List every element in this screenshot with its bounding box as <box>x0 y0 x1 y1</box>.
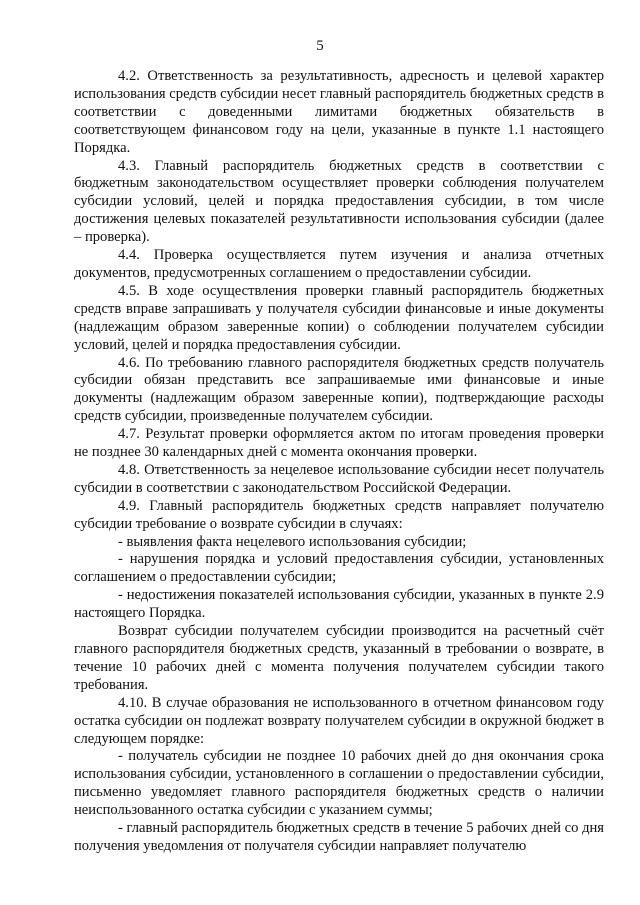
list-item: - выявления факта нецелевого использования субсидии; <box>118 533 467 550</box>
paragraph-4-7: 4.7. Результат проверки оформляется актом по итогам проведения проверки не позднее 30 календарных дней с момента окончания проверки. <box>74 426 604 461</box>
paragraph-4-5: 4.5. В ходе осуществления проверки главный распорядитель бюджетных средств вправе запрашивать у получателя субсидии финансовые и иные документы (надлежащим образом заверенные копии) о соблюдении получателем субсидии условий, целей и порядка предоставления субсидии. <box>74 282 604 353</box>
list-item: - получатель субсидии не позднее 10 рабочих дней до дня окончания срока использования субсидии, установленного в соглашении о предоставлении субсидии, письменно уведомляет главного распорядителя бюджетных средств о наличии неиспользованного остатка субсидии с указанием суммы; <box>74 748 604 819</box>
paragraph-4-9: 4.9. Главный распорядитель бюджетных средств направляет получателю субсидии требование о возврате субсидии в случаях: <box>74 497 604 532</box>
paragraph-4-3: 4.3. Главный распорядитель бюджетных средств в соответствии с бюджетным законодательством осуществляет проверки соблюдения получателем субсидии условий, целей и порядка предоставления субсидии, в том числе достижения целевых показателей результативности использования субсидии (далее – проверка). <box>74 157 604 246</box>
paragraph-4-10: 4.10. В случае образования не использованного в отчетном финансовом году остатка субсидии он подлежат возврату получателем субсидии в окружной бюджет в следующем порядке: <box>74 694 604 747</box>
document-body <box>74 68 604 856</box>
page-number: 5 <box>316 38 324 54</box>
list-item: - главный распорядитель бюджетных средств в течение 5 рабочих дней со дня получения уведомления от получателя субсидии направляет получателю <box>74 820 605 854</box>
paragraph-refund: Возврат субсидии получателем субсидии производится на расчетный счёт главного распорядителя бюджетных средств, указанный в требовании о возврате, в течение 10 рабочих дней с момента получения получателем субсидии такого требования. <box>74 623 604 693</box>
list-item: - недостижения показателей использования субсидии, указанных в пункте 2.9 настоящего Порядка. <box>74 587 604 622</box>
list-item: - нарушения порядка и условий предоставления субсидии, установленных соглашением о предоставлении субсидии; <box>74 551 604 586</box>
paragraph-4-4: 4.4. Проверка осуществляется путем изучения и анализа отчетных документов, предусмотренных соглашением о предоставлении субсидии. <box>74 247 604 281</box>
paragraph-4-6: 4.6. По требованию главного распорядителя бюджетных средств получатель субсидии обязан представить все запрашиваемые ими финансовые и иные документы (надлежащим образом заверенные копии), подтверждающие расходы средств субсидии, произведенные получателем субсидии. <box>74 354 604 425</box>
paragraph-4-8: 4.8. Ответственность за нецелевое использование субсидии несет получатель субсидии в соответствии с законодательством Российской Федерации. <box>74 461 604 496</box>
paragraph-4-2: 4.2. Ответственность за результативность, адресность и целевой характер использования средств субсидии несет главный распорядитель бюджетных средств в соответствии с доведенными лимитами бюджетных обязательств в соответствующем финансовом году на цели, указанные в пункте 1.1 настоящего Порядка. <box>74 68 604 156</box>
